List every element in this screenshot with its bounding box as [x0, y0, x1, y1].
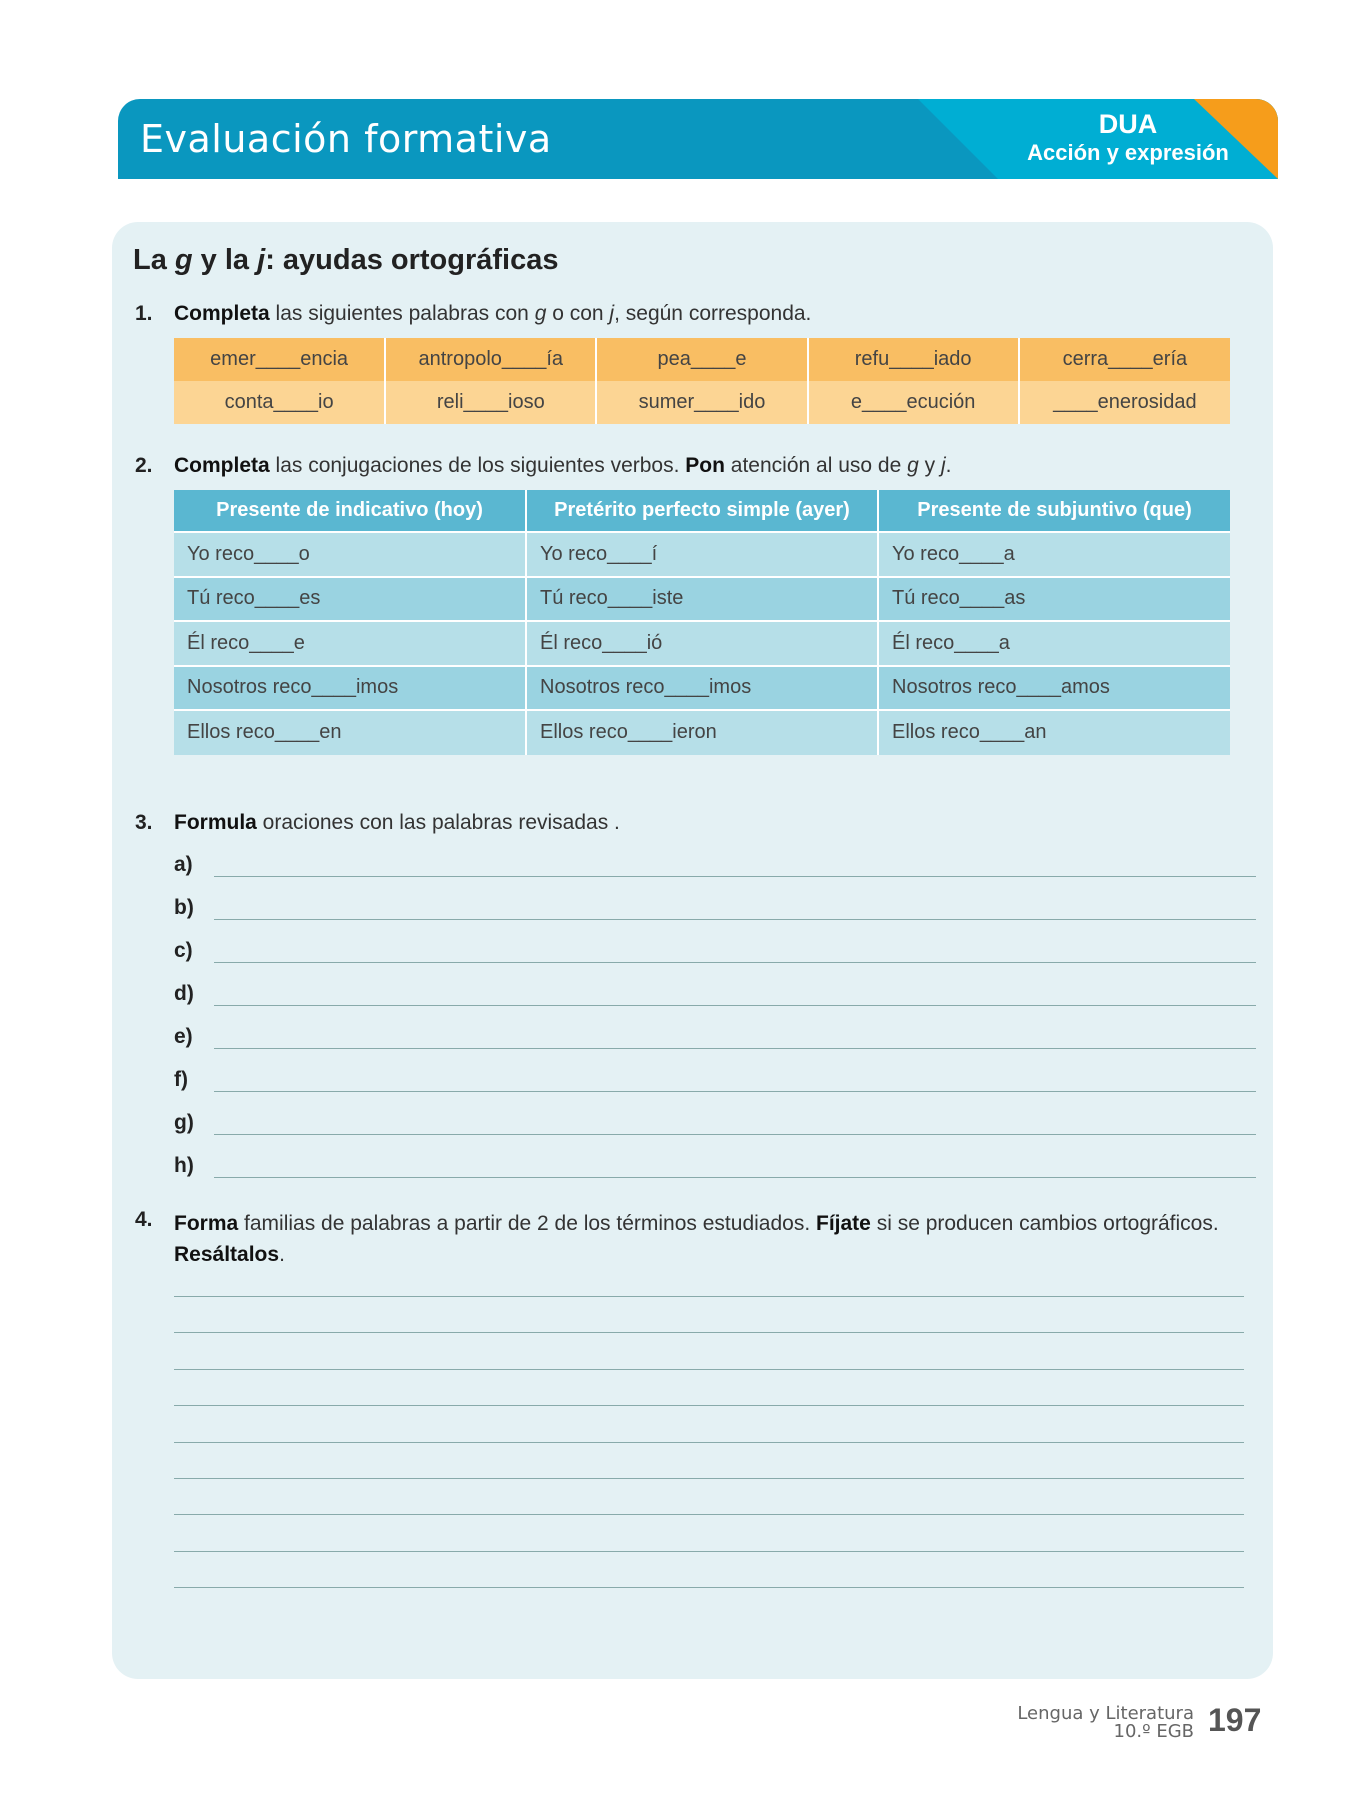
answer-label: d) [174, 982, 194, 1005]
answer-line[interactable] [214, 1134, 1256, 1135]
word-cell[interactable]: pea____e [596, 338, 807, 381]
conjugation-row [174, 666, 1230, 711]
answer-line[interactable] [174, 1405, 1244, 1406]
answer-line[interactable] [174, 1551, 1244, 1552]
word-cell[interactable]: refu____iado [808, 338, 1019, 381]
conjugation-cell[interactable]: Él reco____e [174, 621, 526, 666]
q4-number: 4. [135, 1208, 153, 1231]
exercise-panel [112, 222, 1273, 1679]
word-cell[interactable]: cerra____ería [1019, 338, 1230, 381]
conjugation-cell[interactable]: Yo reco____o [174, 532, 526, 577]
conjugation-row [174, 710, 1230, 755]
word-cell[interactable]: reli____ioso [385, 381, 596, 424]
conjugation-cell[interactable]: Yo reco____í [526, 532, 878, 577]
q1-instruction: Completa las siguientes palabras con g o con j, según corresponda. [174, 302, 812, 325]
q3-number: 3. [135, 811, 153, 834]
words-row [174, 381, 1230, 424]
answer-label: f) [174, 1068, 188, 1091]
column-header: Presente de indicativo (hoy) [174, 490, 526, 532]
dua-title: DUA [1098, 109, 1158, 139]
answer-line[interactable] [214, 1177, 1256, 1178]
conjugation-cell[interactable]: Ellos reco____en [174, 710, 526, 755]
dua-badge [998, 109, 1258, 166]
conjugation-cell[interactable]: Nosotros reco____amos [878, 666, 1230, 711]
q4-instruction: Forma familias de palabras a partir de 2 de los términos estudiados. Fíjate si se producen cambios ortográficos. Resáltalos. [174, 1212, 1219, 1266]
section-title: La g y la j: ayudas ortográficas [133, 244, 559, 276]
conjugation-cell[interactable]: Él reco____a [878, 621, 1230, 666]
conjugation-cell[interactable]: Tú reco____es [174, 577, 526, 622]
answer-label: a) [174, 853, 193, 876]
footer-subject: Lengua y Literatura 10.º EGB [1017, 1703, 1194, 1742]
answer-line[interactable] [174, 1442, 1244, 1443]
conjugation-cell[interactable]: Tú reco____as [878, 577, 1230, 622]
page-number: 197 [1208, 1702, 1262, 1738]
word-cell[interactable]: sumer____ido [596, 381, 807, 424]
conjugation-cell[interactable]: Nosotros reco____imos [174, 666, 526, 711]
column-header: Presente de subjuntivo (que) [878, 490, 1230, 532]
conjugation-table [174, 490, 1230, 755]
word-cell[interactable]: antropolo____ía [385, 338, 596, 381]
column-header: Pretérito perfecto simple (ayer) [526, 490, 878, 532]
answer-line[interactable] [214, 1048, 1256, 1049]
conjugation-row [174, 621, 1230, 666]
answer-label: e) [174, 1025, 193, 1048]
answer-label: g) [174, 1111, 194, 1134]
answer-line[interactable] [214, 876, 1256, 877]
words-row [174, 338, 1230, 381]
answer-line[interactable] [174, 1587, 1244, 1588]
conjugation-cell[interactable]: Yo reco____a [878, 532, 1230, 577]
answer-line[interactable] [174, 1296, 1244, 1297]
answer-line[interactable] [174, 1332, 1244, 1333]
answer-line[interactable] [174, 1369, 1244, 1370]
answer-label: c) [174, 939, 193, 962]
word-cell[interactable]: conta____io [174, 381, 385, 424]
q1-number: 1. [135, 302, 153, 325]
answer-line[interactable] [214, 1091, 1256, 1092]
conjugation-row [174, 577, 1230, 622]
answer-label: h) [174, 1154, 194, 1177]
answer-line[interactable] [214, 1005, 1256, 1006]
conjugation-cell[interactable]: Ellos reco____ieron [526, 710, 878, 755]
words-table [174, 338, 1230, 424]
conjugation-cell[interactable]: Tú reco____iste [526, 577, 878, 622]
q3-instruction: Formula oraciones con las palabras revisadas . [174, 811, 620, 834]
answer-line[interactable] [214, 962, 1256, 963]
conjugation-cell[interactable]: Él reco____ió [526, 621, 878, 666]
q2-instruction: Completa las conjugaciones de los siguientes verbos. Pon atención al uso de g y j. [174, 454, 952, 477]
word-cell[interactable]: emer____encia [174, 338, 385, 381]
answer-line[interactable] [174, 1514, 1244, 1515]
q2-number: 2. [135, 454, 153, 477]
answer-line[interactable] [214, 919, 1256, 920]
conjugation-row [174, 532, 1230, 577]
conjugation-cell[interactable]: Ellos reco____an [878, 710, 1230, 755]
header-banner [118, 99, 1278, 179]
conjugation-cell[interactable]: Nosotros reco____imos [526, 666, 878, 711]
word-cell[interactable]: ____enerosidad [1019, 381, 1230, 424]
answer-line[interactable] [174, 1478, 1244, 1479]
word-cell[interactable]: e____ecución [808, 381, 1019, 424]
answer-label: b) [174, 896, 194, 919]
dua-subtitle: Acción y expresión [1027, 140, 1229, 165]
page-title: Evaluación formativa [140, 117, 552, 161]
